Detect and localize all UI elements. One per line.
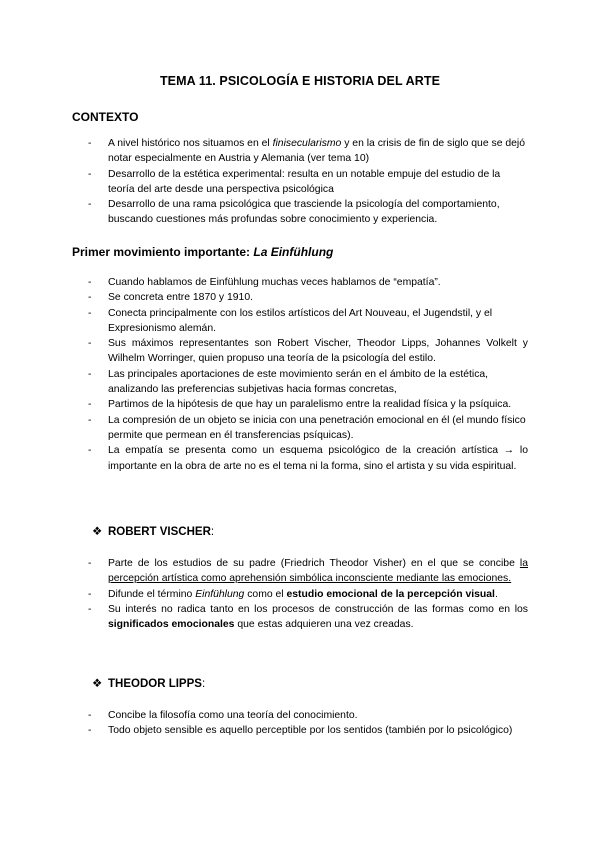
- list-item-text: A nivel histórico nos situamos en el: [108, 138, 273, 149]
- list-item-text: Desarrollo de una rama psicológica que trasciende la psicología del comportamiento, buscando cuestiones más profundas sobre conocimiento y experiencia.: [108, 199, 500, 226]
- list-item: [88, 602, 528, 633]
- list-item: - Conecta principalmente con los estilos artísticos del Art Nouveau, el Jugendstil, y el Expresionismo alemán.: [88, 306, 528, 337]
- list-item-text: Desarrollo de la estética experimental: resulta en un notable empuje del estudio de la teoría del arte desde una perspectiva psicológica: [108, 168, 501, 195]
- list-item-emphasis: Einfühlung: [195, 588, 245, 600]
- heading-colon: :: [201, 678, 206, 690]
- section-heading-contexto: CONTEXTO: [72, 110, 139, 124]
- heading-emphasis: La Einfühlung: [253, 245, 334, 259]
- list-item: [88, 587, 528, 602]
- list-item: - Cuando hablamos de Einfühlung muchas veces hablamos de “empatía”.: [88, 275, 528, 290]
- list-item: - Concibe la filosofía como una teoría del conocimiento.: [88, 708, 528, 723]
- heading-colon: :: [210, 526, 215, 538]
- heading-text: ROBERT VISCHER: [108, 526, 211, 538]
- list-item: [88, 136, 528, 167]
- heading-text: Primer movimiento importante:: [72, 245, 254, 259]
- contexto-list: [88, 136, 528, 228]
- section-heading-vischer: [92, 524, 214, 538]
- list-item-emphasis: finisecularismo: [272, 138, 342, 149]
- diamond-bullet-icon: ❖: [92, 678, 103, 690]
- einfuhlung-list: [88, 275, 528, 474]
- list-item: - Sus máximos representantes son Robert Vischer, Theodor Lipps, Johannes Volkelt y Wilhelm Worringer, quien propuso una teoría de la psicología del estilo.: [88, 336, 528, 367]
- list-item-text: Su interés no radica tanto en los procesos de construcción de las formas como en los: [108, 603, 528, 615]
- vischer-list: [88, 556, 528, 632]
- list-item: - Todo objeto sensible es aquello perceptible por los sentidos (también por lo psicológico): [88, 723, 528, 738]
- list-item: - Las principales aportaciones de este movimiento serán en el ámbito de la estética, analizando las preferencias subjetivas hacia formas concretas,: [88, 367, 528, 398]
- list-item-text: y en la crisis de fin de siglo que se dejó notar especialmente en Austria y Alemania (ver tema 10): [108, 138, 526, 165]
- list-item-strong: estudio emocional de la percepción visual: [286, 588, 495, 600]
- page-title: TEMA 11. PSICOLOGÍA E HISTORIA DEL ARTE: [159, 74, 441, 88]
- lipps-list: [88, 708, 528, 739]
- list-item: - Se concreta entre 1870 y 1910.: [88, 290, 528, 305]
- list-item-text: como el: [244, 588, 287, 600]
- list-item-text: que estas adquieren una vez creadas.: [234, 619, 414, 631]
- heading-text: THEODOR LIPPS: [108, 678, 202, 690]
- list-item: - La compresión de un objeto se inicia con una penetración emocional en él (el mundo físico permite que permean en él transferencias psíquicas).: [88, 413, 528, 444]
- list-item: [88, 556, 528, 587]
- list-item-strong: significados emocionales: [108, 619, 235, 631]
- diamond-bullet-icon: ❖: [92, 526, 103, 538]
- list-item: - Partimos de la hipótesis de que hay un paralelismo entre la realidad física y la psíquica.: [88, 397, 528, 412]
- list-item-text: Difunde el término: [108, 588, 196, 600]
- list-item: [88, 197, 528, 228]
- section-heading-lipps: [92, 676, 205, 690]
- list-item: [88, 167, 528, 198]
- list-item: - La empatía se presenta como un esquema psicológico de la creación artística → lo importante en la obra de arte no es el tema ni la forma, sino el artista y su vida espiritual.: [88, 443, 528, 474]
- list-item-underlined: la percepción artística como aprehensión simbólica inconsciente mediante las emociones.: [108, 558, 528, 585]
- list-item-text: .: [494, 588, 498, 600]
- section-heading-einfuhlung: [72, 245, 333, 259]
- list-item-text: Parte de los estudios de su padre (Friedrich Theodor Visher) en el que se concibe: [108, 558, 520, 569]
